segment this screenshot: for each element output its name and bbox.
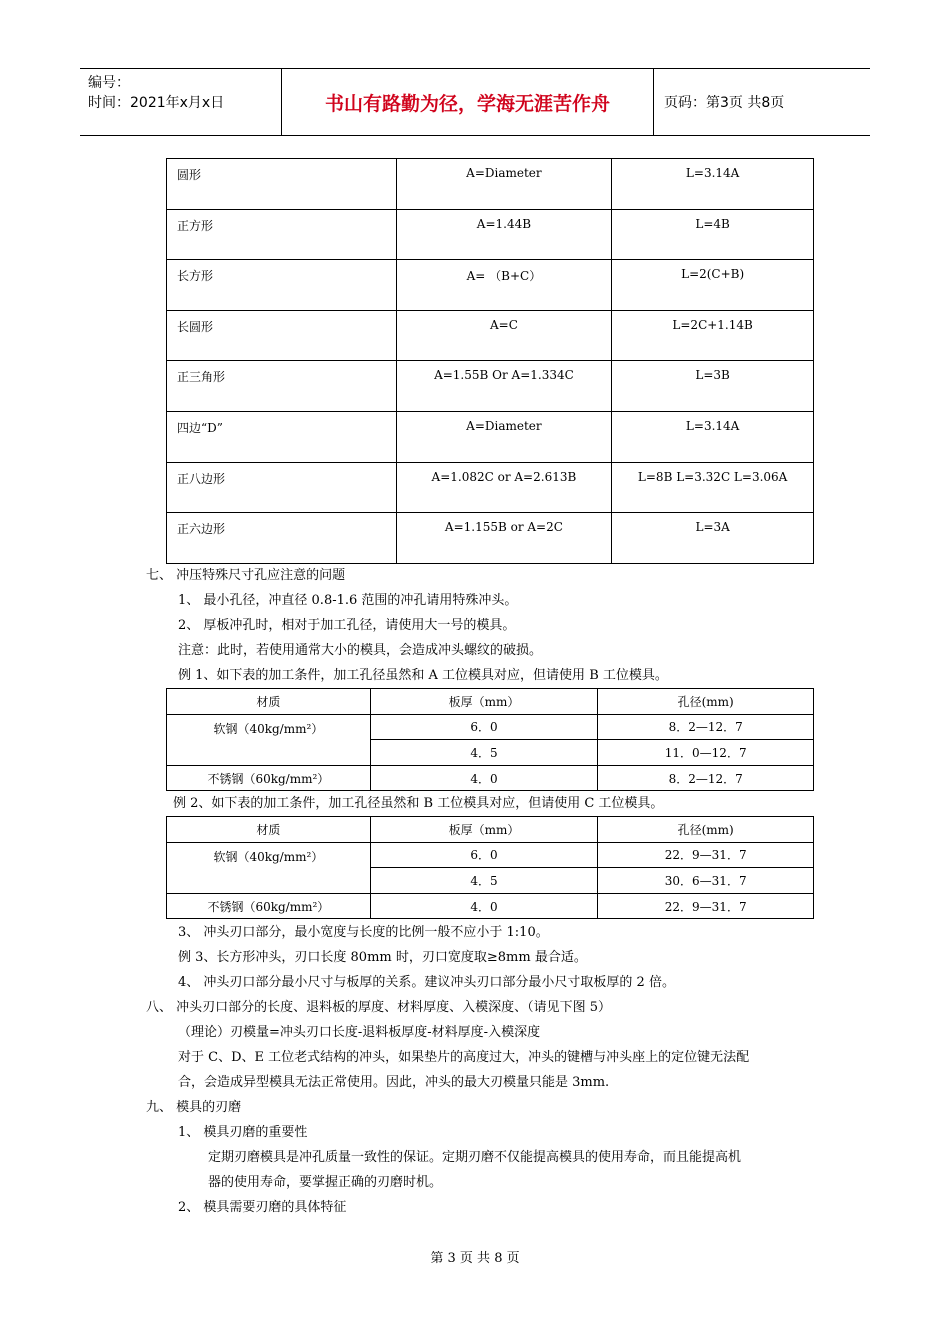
table-row [167,310,814,361]
table-row [167,159,814,210]
thickness-cell: 6．0 [370,714,598,740]
area-formula-cell: A=C [396,310,612,361]
section9-para1: 定期刃磨模具是冲孔质量一致性的保证。定期刃磨不仅能提高模具的使用寿命，而且能提高机 [208,1150,742,1165]
table-header: 板厚（mm） [370,817,598,843]
length-formula-cell: L=3.14A [612,411,814,462]
shape-name-cell: 正三角形 [167,361,397,412]
area-formula-cell: A=1.44B [396,209,612,260]
serial-label: 编号： [88,75,130,91]
material-cell: 软钢（40kg/mm²） [167,714,371,765]
shape-name-cell: 长圆形 [167,310,397,361]
length-formula-cell: L=2C+1.14B [612,310,814,361]
section8-title: 八、 冲头刃口部分的长度、退料板的厚度、材料厚度、入模深度、（请见下图 5） [146,1000,612,1015]
shape-name-cell: 正六边形 [167,513,397,564]
material-cell: 不锈钢（60kg/mm²） [167,893,371,919]
thickness-cell: 4．5 [370,740,598,766]
example1-text: 例 1、如下表的加工条件，加工孔径虽然和 A 工位模具对应，但请使用 B 工位模具。 [178,668,668,683]
example1-table [166,688,814,791]
table-row [167,260,814,311]
section9-item2: 2、 模具需要刃磨的具体特征 [178,1200,347,1215]
length-formula-cell: L=3.14A [612,159,814,210]
section7-item4: 4、 冲头刃口部分最小尺寸与板厚的关系。建议冲头刃口部分最小尺寸取板厚的 2 倍。 [178,975,675,990]
table-header: 孔径(mm) [598,689,814,715]
shape-formula-table [166,158,814,564]
section9-item1: 1、 模具刃磨的重要性 [178,1125,308,1140]
table-row [167,513,814,564]
section9-para2: 器的使用寿命，要掌握正确的刃磨时机。 [208,1175,443,1190]
table-row [167,209,814,260]
area-formula-cell: A=1.082C or A=2.613B [396,462,612,513]
section8-para1: 对于 C、D、E 工位老式结构的冲头，如果垫片的高度过大，冲头的键槽与冲头座上的定位键无法配 [178,1050,750,1065]
time-label: 时间：2021年x月x日 [88,95,225,111]
section7-item2: 2、 厚板冲孔时，相对于加工孔径，请使用大一号的模具。 [178,618,516,633]
table-header: 材质 [167,689,371,715]
shape-name-cell: 圆形 [167,159,397,210]
table-row [167,361,814,412]
length-formula-cell: L=8B L=3.32C L=3.06A [612,462,814,513]
hole-cell: 30．6—31．7 [598,868,814,894]
section7-item3: 3、 冲头刃口部分，最小宽度与长度的比例一般不应小于 1:10。 [178,925,549,940]
area-formula-cell: A= （B+C） [396,260,612,311]
page-footer: 第 3 页 共 8 页 [430,1251,520,1266]
length-formula-cell: L=3A [612,513,814,564]
shape-name-cell: 四边“D” [167,411,397,462]
section8-formula: （理论）刃模量=冲头刃口长度-退料板厚度-材料厚度-入模深度 [178,1025,541,1040]
material-cell: 不锈钢（60kg/mm²） [167,765,371,791]
hole-cell: 22．9—31．7 [598,842,814,868]
length-formula-cell: L=3B [612,361,814,412]
shape-name-cell: 正方形 [167,209,397,260]
section7-title: 七、 冲压特殊尺寸孔应注意的问题 [146,568,346,583]
material-cell: 软钢（40kg/mm²） [167,842,371,893]
thickness-cell: 6．0 [370,842,598,868]
hole-cell: 8．2—12．7 [598,714,814,740]
section9-title: 九、 模具的刃磨 [146,1100,242,1115]
area-formula-cell: A=Diameter [396,159,612,210]
area-formula-cell: A=1.55B Or A=1.334C [396,361,612,412]
header-motto: 书山有路勤为径，学海无涯苦作舟 [282,69,654,135]
hole-cell: 11．0—12．7 [598,740,814,766]
thickness-cell: 4．0 [370,765,598,791]
table-header: 材质 [167,817,371,843]
section8-para2: 合，会造成异型模具无法正常使用。因此，冲头的最大刃模量只能是 3mm. [178,1075,610,1090]
area-formula-cell: A=1.155B or A=2C [396,513,612,564]
hole-cell: 22．9—31．7 [598,893,814,919]
thickness-cell: 4．5 [370,868,598,894]
section7-item1: 1、 最小孔径，冲直径 0.8-1.6 范围的冲孔请用特殊冲头。 [178,593,518,608]
shape-name-cell: 长方形 [167,260,397,311]
table-row [167,411,814,462]
header-info [80,69,282,135]
table-header: 孔径(mm) [598,817,814,843]
header-page-label: 页码：第3页 共8页 [664,95,785,111]
table-header: 板厚（mm） [370,689,598,715]
example2-table [166,816,814,919]
area-formula-cell: A=Diameter [396,411,612,462]
table-row [167,462,814,513]
example3-text: 例 3、长方形冲头，刃口长度 80mm 时，刃口宽度取≥8mm 最合适。 [178,950,587,965]
example2-text: 例 2、如下表的加工条件，加工孔径虽然和 B 工位模具对应，但请使用 C 工位模具。 [173,796,664,811]
page-header [80,68,870,136]
length-formula-cell: L=2(C+B) [612,260,814,311]
hole-cell: 8．2—12．7 [598,765,814,791]
shape-name-cell: 正八边形 [167,462,397,513]
section7-note: 注意：此时，若使用通常大小的模具，会造成冲头螺纹的破损。 [178,643,543,658]
length-formula-cell: L=4B [612,209,814,260]
thickness-cell: 4．0 [370,893,598,919]
